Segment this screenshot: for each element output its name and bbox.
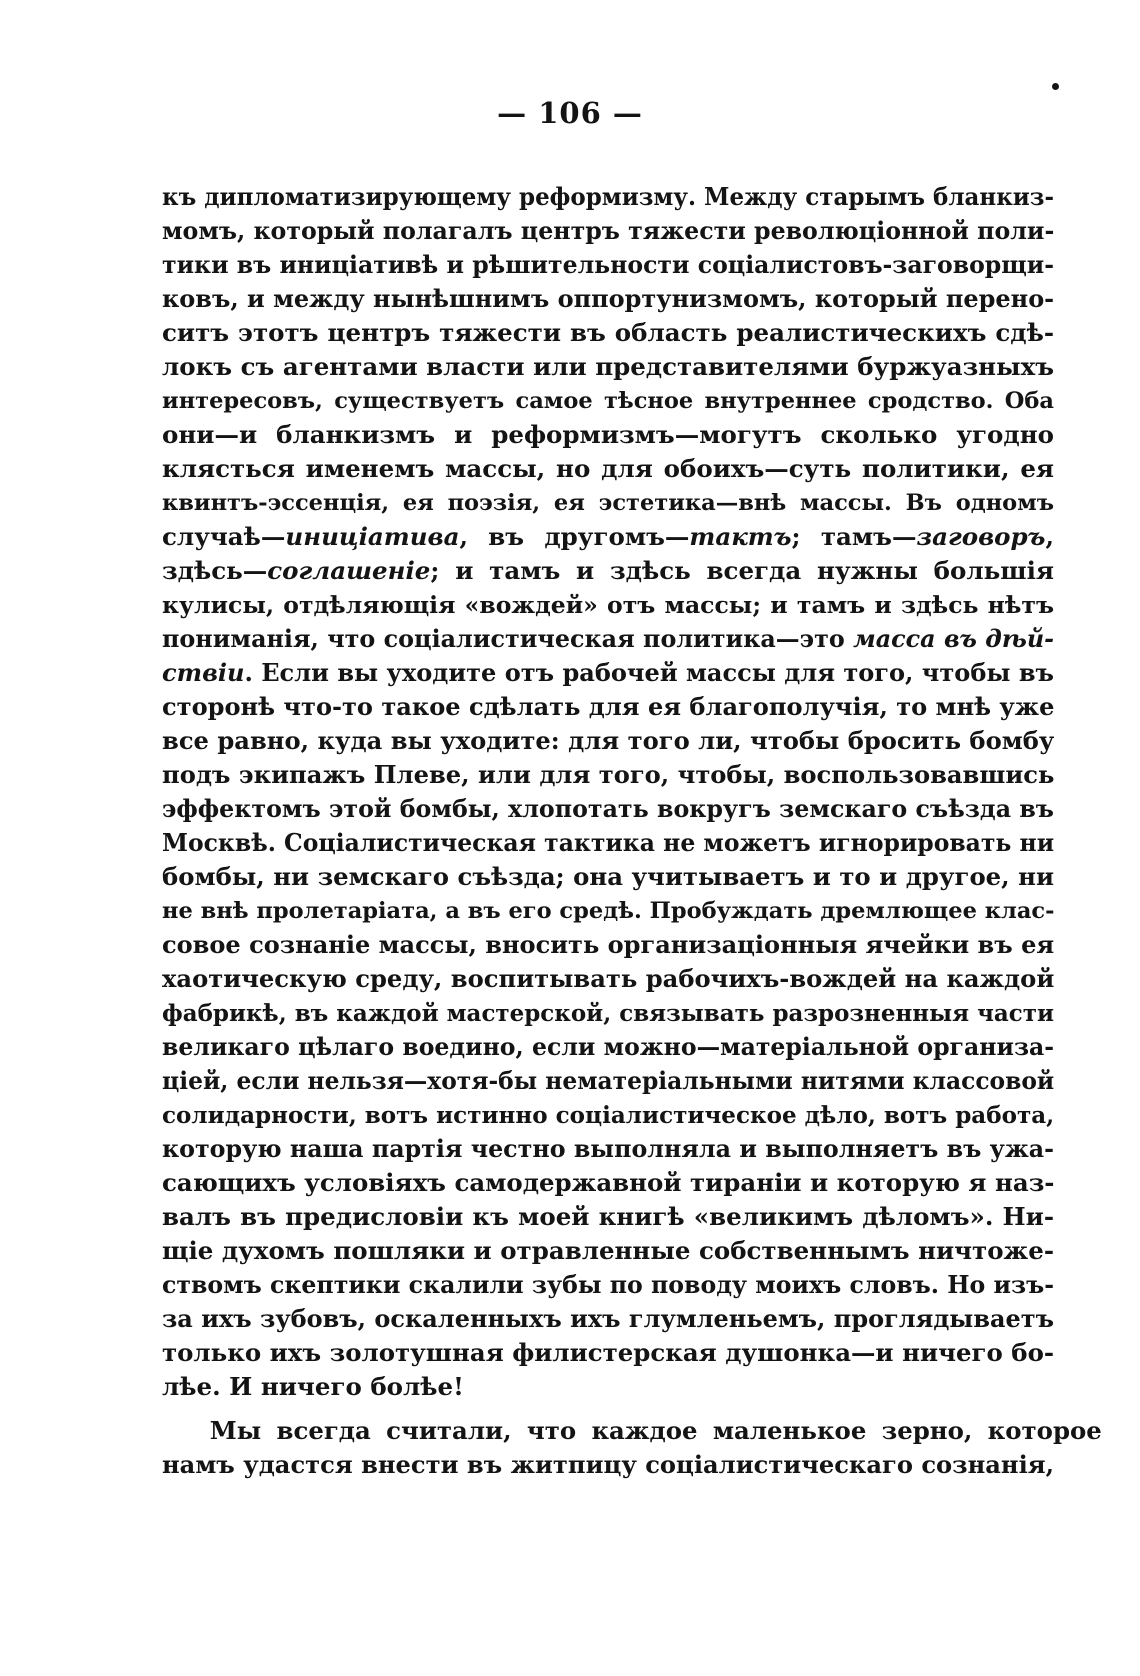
text-line bbox=[162, 1200, 1054, 1234]
text-line bbox=[162, 384, 1054, 418]
text-run: за ихъ зубовъ, оскаленныхъ ихъ глумленьемъ, проглядываетъ bbox=[162, 1304, 1054, 1333]
text-run: квинтъ-эссенція, ея поэзія, ея эстетика—внѣ массы. Въ одномъ bbox=[162, 490, 1054, 516]
text-line bbox=[162, 962, 1054, 996]
text-run: не внѣ пролетаріата, а въ его средѣ. Пробуждать дремлющее клас- bbox=[162, 898, 1054, 924]
text-run: , bbox=[1045, 522, 1054, 551]
text-line bbox=[162, 1166, 1054, 1200]
italic-run: масса въ дѣй- bbox=[853, 624, 1054, 653]
text-line bbox=[162, 1268, 1054, 1302]
text-line bbox=[162, 180, 1054, 214]
text-run: локъ съ агентами власти или представителями буржуазныхъ bbox=[162, 352, 1054, 381]
scan-speck bbox=[1052, 83, 1059, 90]
text-run: только ихъ золотушная филистерская душонка—и ничего бо- bbox=[162, 1338, 1054, 1367]
italic-run: ствіи bbox=[162, 658, 245, 687]
text-run: валъ въ предисловіи къ моей книгѣ «великимъ дѣломъ». Ни- bbox=[162, 1202, 1054, 1231]
text-run: ; тамъ— bbox=[791, 522, 917, 551]
text-run: солидарности, вотъ истинно соціалистическое дѣло, вотъ работа, bbox=[162, 1101, 1054, 1129]
text-run: хаотическую среду, воспитывать рабочихъ-вождей на каждой bbox=[162, 964, 1054, 993]
text-line bbox=[162, 316, 1054, 350]
text-line bbox=[162, 214, 1054, 248]
text-run: Москвѣ. Соціалистическая тактика не можетъ игнорировать ни bbox=[162, 828, 1054, 857]
text-line bbox=[162, 554, 1054, 588]
text-run: подъ экипажъ Плеве, или для того, чтобы, воспользовавшись bbox=[162, 760, 1054, 789]
text-line bbox=[162, 928, 1054, 962]
text-run: ситъ этотъ центръ тяжести въ область реалистическихъ сдѣ- bbox=[162, 318, 1054, 347]
text-body bbox=[162, 180, 1102, 1482]
text-line bbox=[162, 1370, 1054, 1404]
text-run: случаѣ— bbox=[162, 522, 286, 551]
page-number: — 106 — bbox=[497, 96, 643, 130]
text-run: ціей, если нельзя—хотя-бы нематеріальными нитями классовой bbox=[162, 1066, 1054, 1095]
text-line bbox=[162, 486, 1054, 520]
text-run: лѣе. И ничего болѣе! bbox=[162, 1372, 464, 1401]
text-run: клясться именемъ массы, но для обоихъ—суть политики, ея bbox=[162, 454, 1054, 483]
text-line bbox=[162, 1336, 1054, 1370]
text-line bbox=[162, 1098, 1054, 1132]
italic-run: соглашеніе bbox=[267, 556, 431, 585]
text-line bbox=[162, 520, 1054, 554]
text-line bbox=[162, 690, 1054, 724]
text-run: великаго цѣлаго воедино, если можно—матеріальной организа- bbox=[162, 1032, 1054, 1061]
text-run: тики въ иниціативѣ и рѣшительности соціалистовъ-заговорщи- bbox=[162, 250, 1054, 279]
text-line bbox=[162, 1064, 1054, 1098]
italic-run: иниціатива bbox=[285, 522, 460, 551]
text-line bbox=[162, 1302, 1054, 1336]
text-line bbox=[162, 282, 1054, 316]
text-run: сающихъ условіяхъ самодержавной тираніи и которую я наз- bbox=[162, 1168, 1054, 1197]
text-run: кулисы, отдѣляющія «вождей» отъ массы; и тамъ и здѣсь нѣтъ bbox=[162, 591, 1054, 619]
text-line bbox=[162, 792, 1054, 826]
text-run: Мы всегда считали, что каждое маленькое зерно, которое bbox=[209, 1416, 1102, 1445]
text-run: ; и тамъ и здѣсь всегда нужны большія bbox=[430, 556, 1054, 585]
text-run: которую наша партія честно выполняла и выполняетъ въ ужа- bbox=[162, 1134, 1054, 1163]
text-run: интересовъ, существуетъ самое тѣсное внутреннее сродство. Оба bbox=[162, 388, 1054, 414]
text-line bbox=[162, 894, 1054, 928]
text-line bbox=[162, 996, 1054, 1030]
text-line bbox=[162, 418, 1054, 452]
text-line bbox=[162, 860, 1054, 894]
text-run: . Если вы уходите отъ рабочей массы для того, чтобы въ bbox=[244, 658, 1054, 687]
text-run: момъ, который полагалъ центръ тяжести революціонной поли- bbox=[162, 216, 1054, 245]
text-run: сторонѣ что-то такое сдѣлать для ея благополучія, то мнѣ уже bbox=[162, 692, 1054, 721]
italic-run: заговоръ bbox=[916, 522, 1046, 551]
text-run: здѣсь— bbox=[162, 556, 268, 585]
text-line bbox=[162, 724, 1054, 758]
text-run: все равно, куда вы уходите: для того ли, чтобы бросить бомбу bbox=[162, 726, 1054, 755]
text-line bbox=[162, 588, 1054, 622]
text-line bbox=[162, 1448, 1054, 1482]
text-run: намъ удастся внести въ житпицу соціалистическаго сознанія, bbox=[162, 1450, 1054, 1479]
text-run: эффектомъ этой бомбы, хлопотать вокругъ земскаго съѣзда въ bbox=[162, 794, 1054, 823]
text-line bbox=[162, 758, 1054, 792]
text-line bbox=[162, 452, 1054, 486]
text-line bbox=[162, 656, 1054, 690]
text-line bbox=[162, 350, 1054, 384]
text-run: щіе духомъ пошляки и отравленные собственнымъ ничтоже- bbox=[162, 1236, 1054, 1265]
text-line bbox=[162, 1132, 1054, 1166]
text-line bbox=[162, 1030, 1054, 1064]
text-run: они—и бланкизмъ и реформизмъ—могутъ сколько угодно bbox=[162, 420, 1054, 449]
text-run: совое сознаніе массы, вносить организаціонныя ячейки въ ея bbox=[162, 930, 1054, 959]
text-run: ковъ, и между нынѣшнимъ оппортунизмомъ, который перено- bbox=[162, 284, 1054, 313]
text-run: бомбы, ни земскаго съѣзда; она учитываетъ и то и другое, ни bbox=[162, 862, 1054, 891]
text-line bbox=[162, 1414, 1102, 1448]
text-run: пониманія, что соціалистическая политика—это bbox=[162, 624, 854, 653]
text-run: ствомъ скептики скалили зубы по поводу моихъ словъ. Но изъ- bbox=[162, 1270, 1054, 1299]
text-run: фабрикѣ, въ каждой мастерской, связывать разрозненныя части bbox=[162, 999, 1054, 1027]
text-line bbox=[162, 826, 1054, 860]
text-line bbox=[162, 1234, 1054, 1268]
text-run: , въ другомъ— bbox=[459, 522, 690, 551]
text-run: къ дипломатизирующему реформизму. Между старымъ бланкиз- bbox=[162, 182, 1054, 211]
text-line bbox=[162, 622, 1054, 656]
text-line bbox=[162, 248, 1054, 282]
italic-run: тактъ bbox=[689, 522, 792, 551]
